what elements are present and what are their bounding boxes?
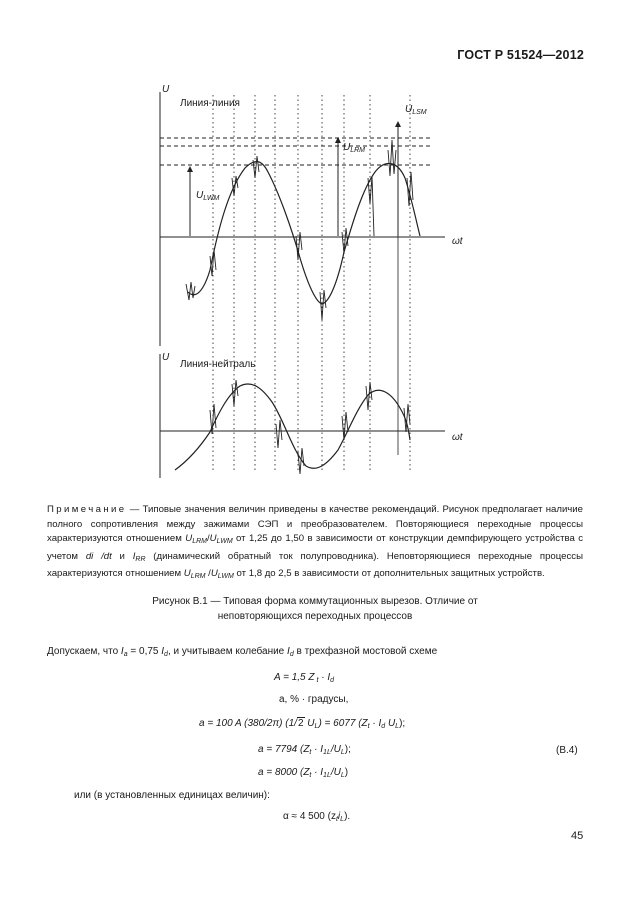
- bn-notch-4: [298, 448, 304, 474]
- notch-3: [232, 176, 238, 196]
- standard-header: ГОСТ Р 51524—2012: [457, 48, 584, 62]
- equation-3: a = 100 A (380/2π) (1/2 $U_L) = 6077$ ($Z_t \cdot I_d$ $U_L$);: [199, 718, 406, 730]
- equation-1: A = 1,5 Z $_t \cdot I_d$: [274, 672, 335, 684]
- eq1-sub-t: t: [316, 677, 319, 684]
- page-number: 45: [571, 830, 584, 842]
- bn-notch-3: [276, 420, 282, 448]
- equation-4: a = 7794 $(Z_t \cdot I_{1L}/U_L)$;: [258, 744, 351, 756]
- notch-6: [320, 290, 326, 320]
- notch-8: [368, 176, 374, 236]
- line-neutral-waveform: [175, 384, 410, 470]
- bn-notch-2: [232, 380, 238, 406]
- bottom-u-label: U: [162, 352, 170, 363]
- top-title: Линия-линия: [180, 98, 240, 109]
- intro-paragraph: Допускаем, что $I_a = 0,75$ $I_d$, и учитываем колебание $I_d$ в трехфазной мостовой схеме: [47, 646, 438, 658]
- vertical-guides: [213, 95, 410, 470]
- equation-6: α ≈ 4 500 $(z_ti_L)$.: [283, 811, 351, 823]
- eq1-rest: · I: [318, 672, 331, 683]
- equation-2: a, % · градусы,: [279, 694, 349, 705]
- notch-4: [253, 156, 259, 178]
- bottom-title: Линия-нейтраль: [180, 359, 256, 370]
- ulrm-label: $U_{LRM}$: [343, 142, 366, 154]
- notch-9: [388, 140, 396, 176]
- ulsm-label: $U_{LSM}$: [405, 104, 427, 116]
- equation-5: a = 8000 $(Z_t \cdot I_{1L}/U_L)$: [258, 767, 349, 779]
- top-u-label: U: [162, 84, 170, 95]
- bn-notch-6: [366, 382, 372, 410]
- note-label: Примечание: [47, 504, 127, 515]
- ulwm-label: $U_{LWM}$: [196, 190, 220, 202]
- top-wt-label: ωt: [452, 236, 463, 247]
- equation-number: (В.4): [556, 745, 578, 756]
- notch-1: [186, 282, 195, 300]
- or-line: или (в установленных единицах величин):: [74, 790, 270, 801]
- bn-notch-7: [404, 404, 410, 432]
- line-line-waveform: [188, 162, 420, 304]
- figure-caption-line1: Рисунок В.1 — Типовая форма коммутационных вырезов. Отличие от: [152, 596, 478, 607]
- figure-note: Примечание — Типовые значения величин приведены в качестве рекомендаций. Рисунок предполагает наличие полного сопротивления между зажимами СЭП и преобразователем. Повторяющиеся переходные процессы характеризуются отношением $U_{LRM}/U_{LWM}$ от 1,25 до 1,50 в зависимости от конструкции демпфирующего устройства с учетом di /dt и $I_{RR}$ (динамический обратный ток полупроводника). Неповторяющиеся переходные процессы характеризуются отношением $U_{LRM}$ $/U_{LWM}$ от 1,8 до 2,5 в зависимости от дополнительных защитных устройств.: [47, 504, 583, 581]
- bottom-wt-label: ωt: [452, 432, 463, 443]
- figure-caption-line2: неповторяющихся переходных процессов: [217, 611, 413, 622]
